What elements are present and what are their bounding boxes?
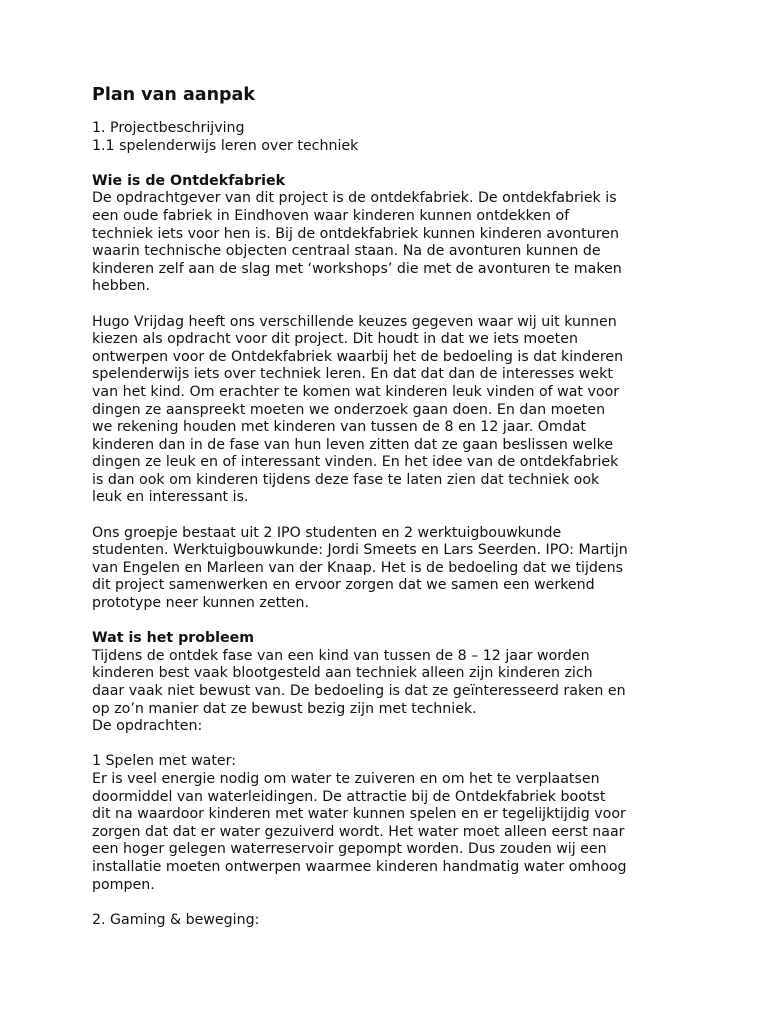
text-line: Tijdens de ontdek fase van een kind van tussen de 8 – 12 jaar worden (92, 647, 590, 664)
spacer (92, 894, 682, 912)
subsection-heading: 1.1 spelenderwijs leren over techniek (92, 137, 359, 154)
text-line: dingen ze aanspreekt moeten we onderzoek gaan doen. En dan moeten (92, 401, 606, 418)
paragraph-block (92, 912, 682, 930)
text-line: kinderen best vaak blootgesteld aan techniek alleen zijn kinderen zich (92, 665, 593, 682)
text-line: Er is veel energie nodig om water te zuiveren en om het te verplaatsen (92, 770, 600, 787)
spacer (92, 507, 682, 525)
paragraph-block (92, 525, 682, 613)
text-line: dit na waardoor kinderen met water kunnen spelen en er tegelijktijdig voor (92, 806, 626, 823)
text-line: prototype neer kunnen zetten. (92, 595, 309, 612)
text-line: een hoger gelegen waterreservoir gepompt worden. Dus zouden wij een (92, 841, 607, 858)
text-line: van Engelen en Marleen van der Knaap. Het is de bedoeling dat we tijdens (92, 559, 624, 576)
text-line: De opdrachtgever van dit project is de ontdekfabriek. De ontdekfabriek is (92, 190, 617, 207)
text-line: dit project samenwerken en ervoor zorgen dat we samen een werkend (92, 577, 595, 594)
text-line: doormiddel van waterleidingen. De attractie bij de Ontdekfabriek bootst (92, 788, 606, 805)
spacer (92, 155, 682, 173)
text-line: pompen. (92, 876, 155, 893)
paragraph-heading: Wie is de Ontdekfabriek (92, 172, 286, 189)
text-line: een oude fabriek in Eindhoven waar kinderen kunnen ontdekken of (92, 207, 570, 224)
text-line: ontwerpen voor de Ontdekfabriek waarbij het de bedoeling is dat kinderen (92, 348, 624, 365)
text-line: op zo’n manier dat ze bewust bezig zijn met techniek. (92, 700, 477, 717)
text-line: is dan ook om kinderen tijdens deze fase te laten zien dat techniek ook (92, 471, 600, 488)
text-line: waarin technische objecten centraal staan. Na de avonturen kunnen de (92, 243, 601, 260)
document-body (92, 173, 682, 930)
text-line: spelenderwijs iets over techniek leren. En dat dat dan de interesses wekt (92, 366, 613, 383)
paragraph-block (92, 630, 682, 736)
spacer (92, 296, 682, 314)
text-line: daar vaak niet bewust van. De bedoeling is dat ze geïnteresseerd raken en (92, 683, 626, 699)
document-content (92, 84, 682, 929)
text-line: we rekening houden met kinderen van tussen de 8 en 12 jaar. Omdat (92, 419, 586, 436)
paragraph-block (92, 753, 682, 894)
paragraph-block (92, 173, 682, 296)
text-line: techniek iets voor hen is. Bij de ontdekfabriek kunnen kinderen avonturen (92, 225, 619, 242)
text-line: zorgen dat dat er water gezuiverd wordt. Het water moet alleen eerst naar (92, 823, 625, 840)
spacer (92, 613, 682, 631)
text-line: De opdrachten: (92, 718, 203, 735)
text-line: Ons groepje bestaat uit 2 IPO studenten en 2 werktuigbouwkunde (92, 524, 562, 541)
paragraph-block (92, 314, 682, 508)
paragraph (92, 525, 682, 613)
text-line: van het kind. Om erachter te komen wat kinderen leuk vinden of wat voor (92, 383, 620, 400)
text-line: Hugo Vrijdag heeft ons verschillende keuzes gegeven waar wij uit kunnen (92, 313, 617, 330)
text-line: kinderen dan in de fase van hun leven zitten dat ze gaan beslissen welke (92, 436, 614, 453)
text-line: 2. Gaming & beweging: (92, 911, 260, 928)
paragraph (92, 314, 682, 508)
paragraph (92, 912, 682, 930)
section-heading: 1. Projectbeschrijving (92, 120, 245, 136)
paragraph-heading: Wat is het probleem (92, 630, 255, 647)
text-line: kinderen zelf aan de slag met ‘workshops’ die met de avonturen te maken (92, 260, 622, 277)
paragraph (92, 648, 682, 736)
text-line: installatie moeten ontwerpen waarmee kinderen handmatig water omhoog (92, 858, 627, 875)
paragraph (92, 753, 682, 894)
text-line: hebben. (92, 278, 150, 295)
text-line: kiezen als opdracht voor dit project. Dit houdt in dat we iets moeten (92, 331, 578, 348)
text-line: dingen ze leuk en of interessant vinden. En het idee van de ontdekfabriek (92, 454, 619, 471)
text-line: leuk en interessant is. (92, 489, 249, 506)
page-title: Plan van aanpak (92, 85, 256, 105)
text-line: studenten. Werktuigbouwkunde: Jordi Smeets en Lars Seerden. IPO: Martijn (92, 542, 628, 559)
spacer (92, 736, 682, 754)
paragraph (92, 190, 682, 296)
text-line: 1 Spelen met water: (92, 753, 237, 770)
